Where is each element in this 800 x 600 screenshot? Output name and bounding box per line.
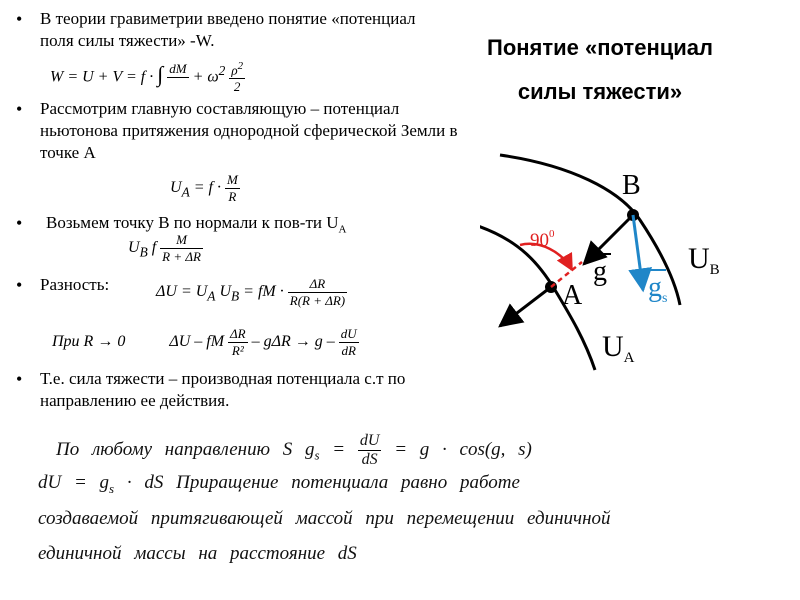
formula-w-num: dM xyxy=(169,61,187,77)
formula-limit-d1: R² xyxy=(231,343,244,358)
label-ua xyxy=(602,330,635,366)
hand-line-2-tail: · dS Приращение потенциала равно работе xyxy=(114,472,520,493)
formula-ub-den: R + ΔR xyxy=(162,249,201,264)
formula-limit xyxy=(52,326,359,359)
label-gs-sub: s xyxy=(662,291,668,306)
bullet-1: В теории гравиметрии введено понятие «потенциал поля силы тяжести» -W. xyxy=(40,9,416,50)
label-gs-main: g xyxy=(648,272,662,303)
formula-ub-num: M xyxy=(160,232,203,249)
hand-line-1-prefix: По любому направлению S g xyxy=(56,438,315,460)
formula-du-lhs: ΔU = U xyxy=(156,283,208,301)
formula-ua-den: R xyxy=(228,189,237,204)
bullet-5: Т.е. сила тяжести – производная потенциала с.т по направлению ее действия. xyxy=(40,369,406,410)
formula-ua-sub: A xyxy=(181,184,190,200)
page-title: Понятие «потенциал силы тяжести» xyxy=(487,35,713,104)
hand-line-1-den: dS xyxy=(361,451,378,468)
hand-line-1-num: dU xyxy=(359,432,380,449)
formula-w-rho-sup: 2 xyxy=(237,60,244,72)
formula-ub-mid: f xyxy=(147,239,157,257)
hand-line-1-sub: s xyxy=(314,447,320,463)
label-b: B xyxy=(622,170,641,201)
formula-limit-mid: ΔU – fM xyxy=(169,333,225,351)
bullet-dot: • xyxy=(16,213,23,233)
hand-line-2-lhs: dU = g xyxy=(38,472,110,493)
label-ub-sub: B xyxy=(709,262,720,278)
arrow-a xyxy=(500,287,551,326)
bullet-3 xyxy=(46,212,466,240)
label-g: g xyxy=(593,256,607,287)
formula-limit-d2: dR xyxy=(341,343,356,358)
hand-line-4: единичной массы на расстояние dS xyxy=(38,543,357,564)
hand-line-1 xyxy=(56,432,532,469)
label-angle-sup: 0 xyxy=(549,228,555,240)
hand-line-3: создаваемой притягивающей массой при перемещении единичной xyxy=(38,508,611,529)
label-ub-main: U xyxy=(688,242,710,275)
label-angle-value: 90 xyxy=(530,230,549,251)
formula-du-mid: U xyxy=(215,283,232,301)
formula-w-omega: + ω xyxy=(192,68,219,86)
formula-du xyxy=(156,276,347,309)
formula-w-rho: ρ xyxy=(231,62,238,78)
potential-diagram xyxy=(480,140,790,380)
bullet-3-text: Возьмем точку В по нормали к пов-ти U xyxy=(46,213,339,232)
formula-ub xyxy=(128,232,203,265)
bullet-dot: • xyxy=(16,369,23,389)
formula-du-den: R(R + ΔR) xyxy=(289,293,346,308)
hand-line-2-sub: s xyxy=(109,480,115,496)
bullet-3-sub: A xyxy=(338,223,347,236)
hand-line-2 xyxy=(38,472,520,497)
arrow-g xyxy=(584,215,633,264)
formula-w: W = U + V = f · ∫ dM + $\omega^2$ $\frac{\rho^2}{2}$ xyxy=(50,60,244,95)
formula-limit-n1: ΔR xyxy=(230,326,246,341)
label-angle xyxy=(530,228,555,251)
hand-line-1-tail: = g · cos(g, s) xyxy=(381,438,532,460)
label-ub xyxy=(688,242,720,278)
label-gs xyxy=(648,272,667,306)
formula-du-sub1: A xyxy=(207,288,216,304)
formula-w-den: 2 xyxy=(233,79,241,95)
bullet-dot: • xyxy=(16,99,23,119)
bullet-dot: • xyxy=(16,9,23,29)
formula-ub-lhs: U xyxy=(128,239,140,257)
formula-limit-prefix: При R → 0 xyxy=(52,333,126,351)
arrow-gs xyxy=(633,215,643,290)
formula-ub-sub: B xyxy=(139,244,148,260)
bullet-2: Рассмотрим главную составляющую – потенциал ньютонова притяжения однородной сферической Земли в точке А xyxy=(40,99,458,162)
formula-ua xyxy=(170,172,240,205)
formula-w-lhs: W = U + V = f · xyxy=(50,68,154,86)
bullet-dot: • xyxy=(16,275,23,295)
formula-limit-n2: dU xyxy=(340,326,357,341)
label-ua-sub: A xyxy=(623,350,635,366)
formula-limit-mid2: – gΔR → g – xyxy=(251,333,335,351)
formula-du-eq: = fM · xyxy=(239,283,284,301)
bullet-4: Разность: xyxy=(40,275,110,294)
label-ua-main: U xyxy=(602,330,624,363)
formula-w-sup: 2 xyxy=(218,63,226,79)
formula-du-sub2: B xyxy=(231,288,240,304)
formula-ua-num: M xyxy=(226,172,238,187)
label-a: A xyxy=(562,280,583,311)
hand-line-1-eq: = xyxy=(319,438,358,460)
formula-du-num: ΔR xyxy=(288,276,347,293)
formula-ua-lhs: U xyxy=(170,179,182,197)
formula-ua-mid: = f · xyxy=(189,179,221,197)
